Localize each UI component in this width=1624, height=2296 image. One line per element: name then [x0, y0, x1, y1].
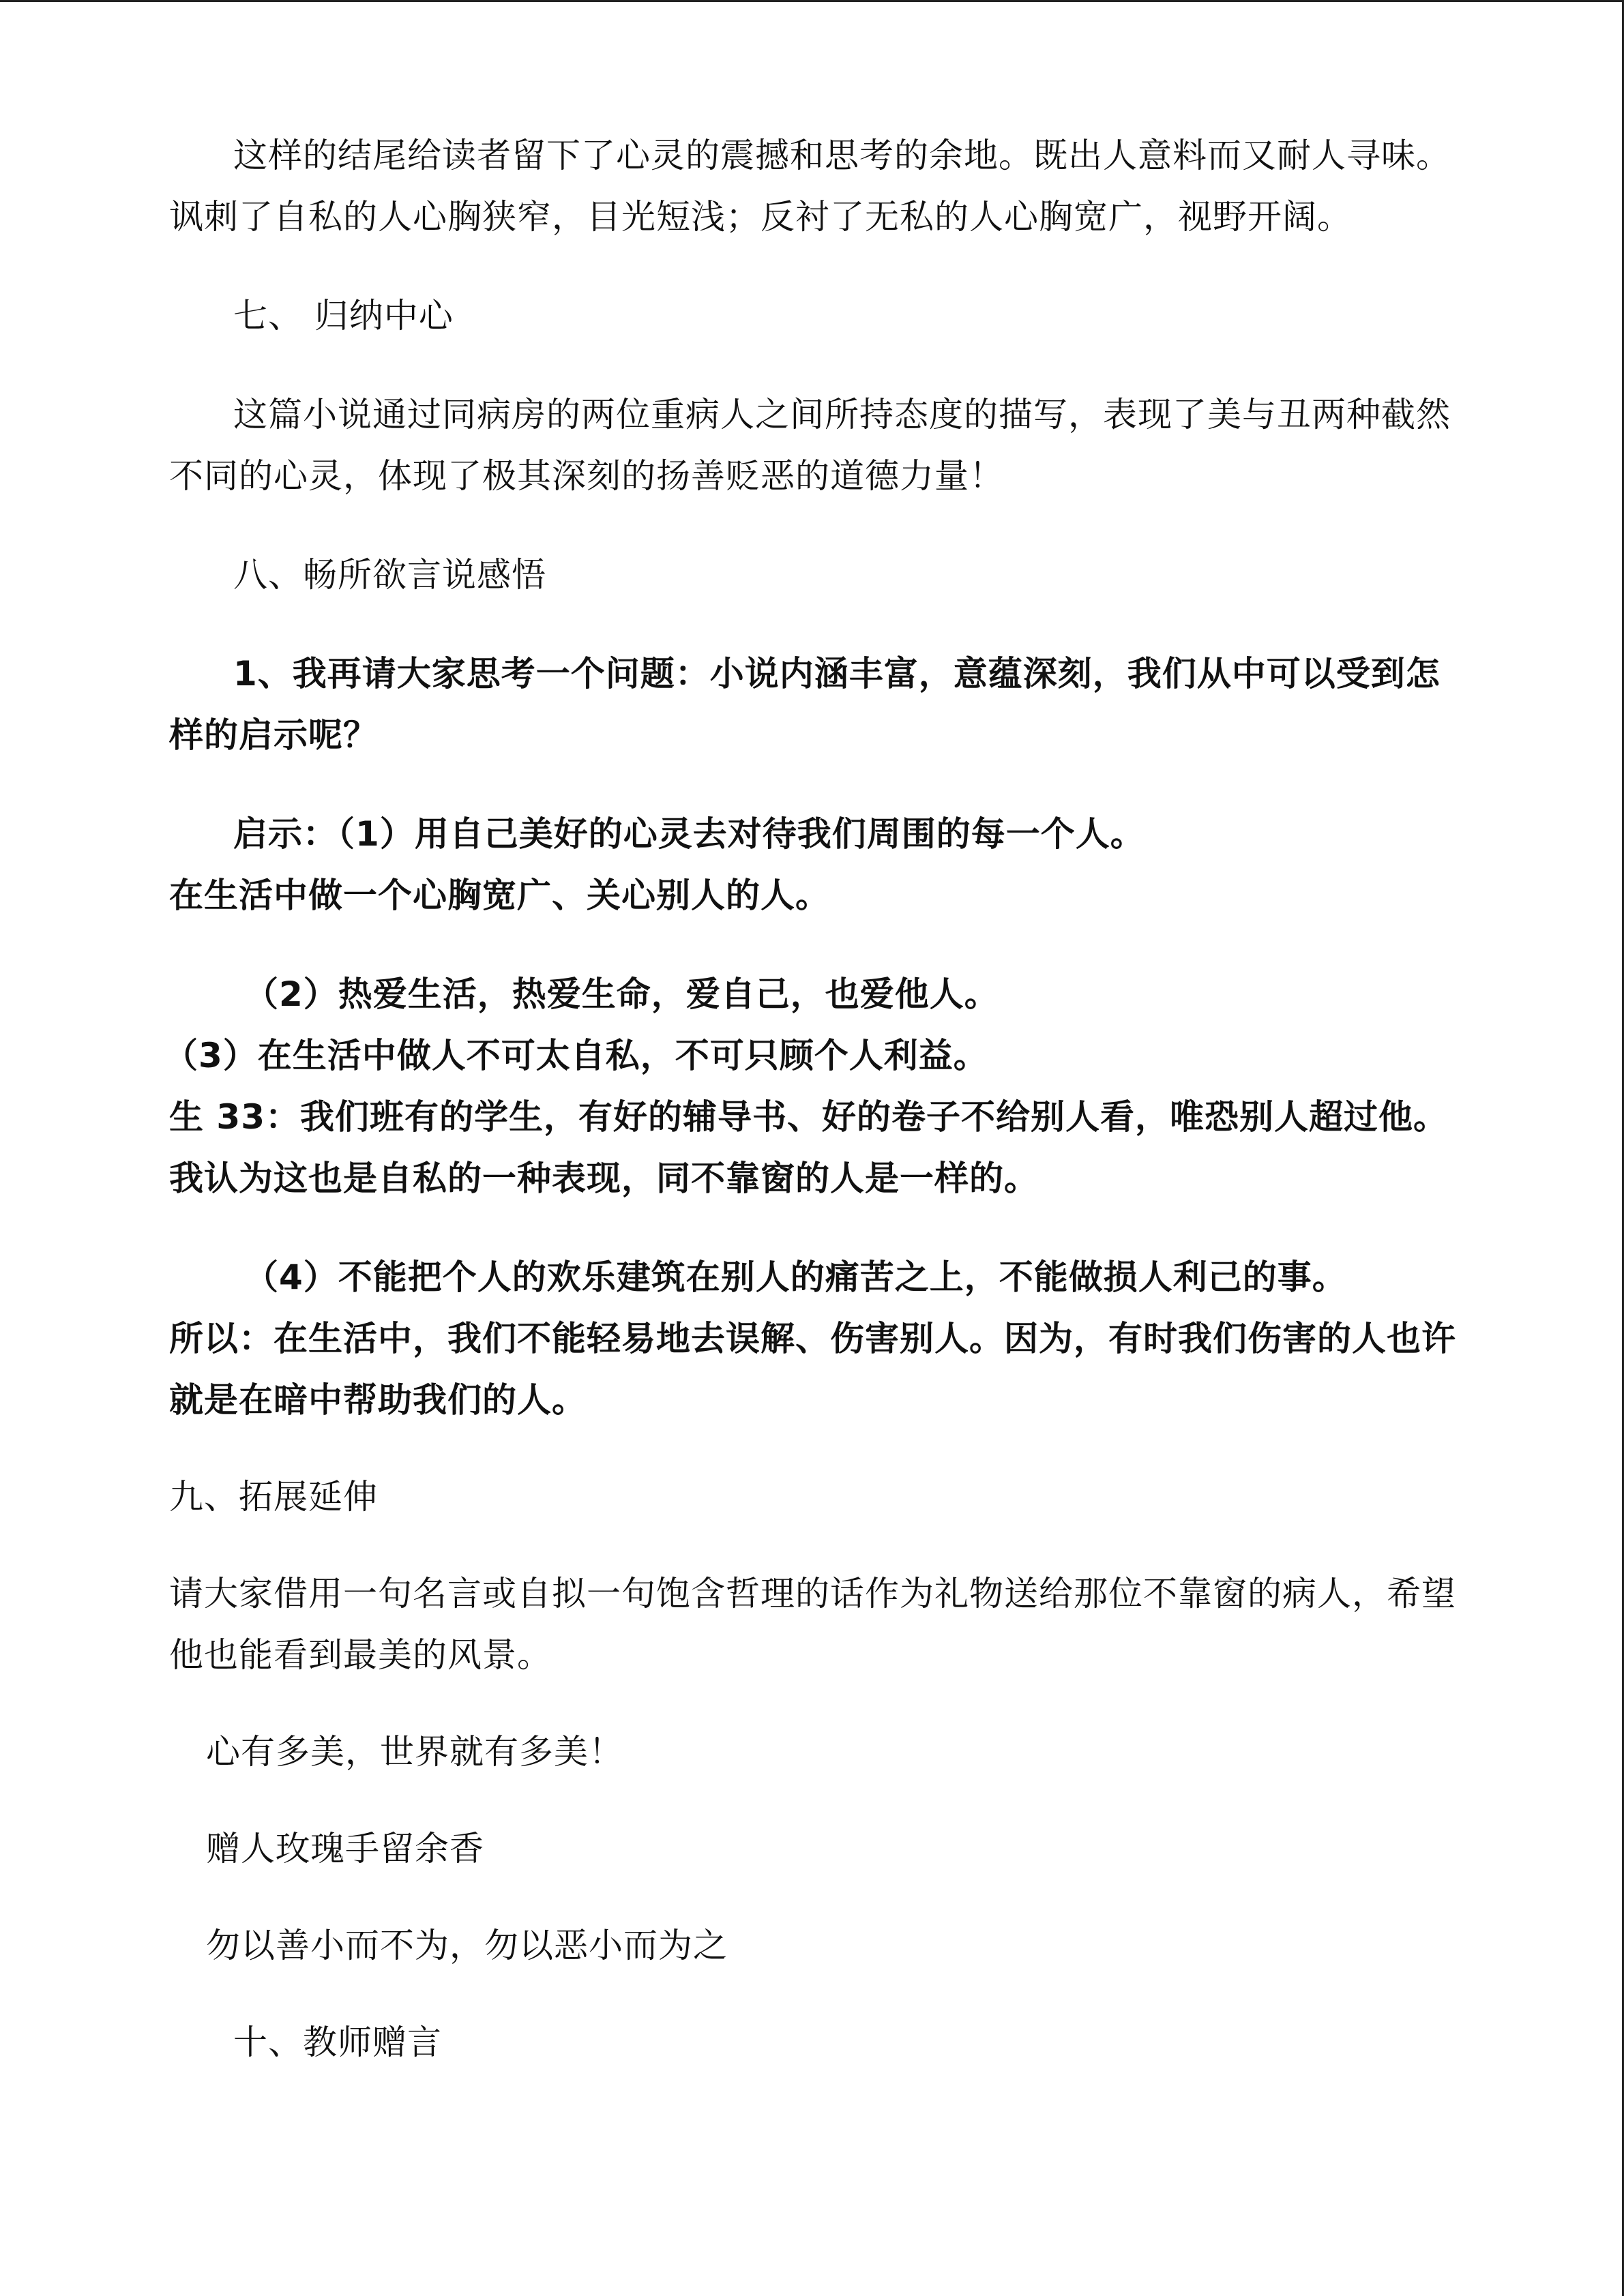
paragraph-inspiration-2: （2）热爱生活，热爱生命，爱自己，也爱他人。 [244, 974, 999, 1014]
paragraph-inspiration-3: （3）在生活中做人不可太自私，不可只顾个人利益。 [164, 1036, 988, 1075]
paragraph-student-33: 生 33：我们班有的学生，有好的辅导书、好的卷子不给别人看，唯恐别人超过他。我认为这也是自私的一种表现，同不靠窗的人是一样的。 [169, 1097, 1448, 1198]
paragraph-inspiration-4-cont: 所以：在生活中，我们不能轻易地去误解、伤害别人。因为，有时我们伤害的人也许就是在暗中帮助我们的人。 [169, 1319, 1456, 1420]
paragraph-extension-task: 请大家借用一句名言或自拟一句饱含哲理的话作为礼物送给那位不靠窗的病人，希望他也能看到最美的风景。 [169, 1574, 1456, 1675]
paragraph-inspiration-4: （4）不能把个人的欢乐建筑在别人的痛苦之上，不能做损人利己的事。 [244, 1257, 1347, 1297]
heading-teacher-message: 十、教师赠言 [233, 2023, 442, 2062]
heading-share-thoughts: 八、畅所欲言说感悟 [233, 555, 546, 595]
heading-extension: 九、拓展延伸 [169, 1477, 378, 1517]
quote-heart-beauty: 心有多美，世界就有多美！ [206, 1732, 623, 1772]
quote-good-deeds: 勿以善小而不为，勿以恶小而为之 [206, 1926, 728, 1965]
document-body [164, 125, 1465, 2073]
paragraph-inspiration-1: 启示：（1）用自己美好的心灵去对待我们周围的每一个人。 [233, 814, 1145, 854]
paragraph-inspiration-1-cont: 在生活中做一个心胸宽广、关心别人的人。 [169, 876, 830, 915]
heading-summarize-center: 七、 归纳中心 [233, 296, 454, 336]
paragraph-center-idea: 这篇小说通过同病房的两位重病人之间所持态度的描写，表现了美与丑两种截然不同的心灵，体现了极其深刻的扬善贬恶的道德力量！ [169, 395, 1451, 496]
quote-roses: 赠人玫瑰手留余香 [206, 1829, 484, 1868]
paragraph-question-1: 1、我再请大家思考一个问题：小说内涵丰富，意蕴深刻，我们从中可以受到怎样的启示呢？ [169, 654, 1441, 755]
paragraph-ending-analysis: 这样的结尾给读者留下了心灵的震撼和思考的余地。既出人意料而又耐人寻味。讽刺了自私的人心胸狭窄，目光短浅；反衬了无私的人心胸宽广，视野开阔。 [169, 136, 1451, 237]
